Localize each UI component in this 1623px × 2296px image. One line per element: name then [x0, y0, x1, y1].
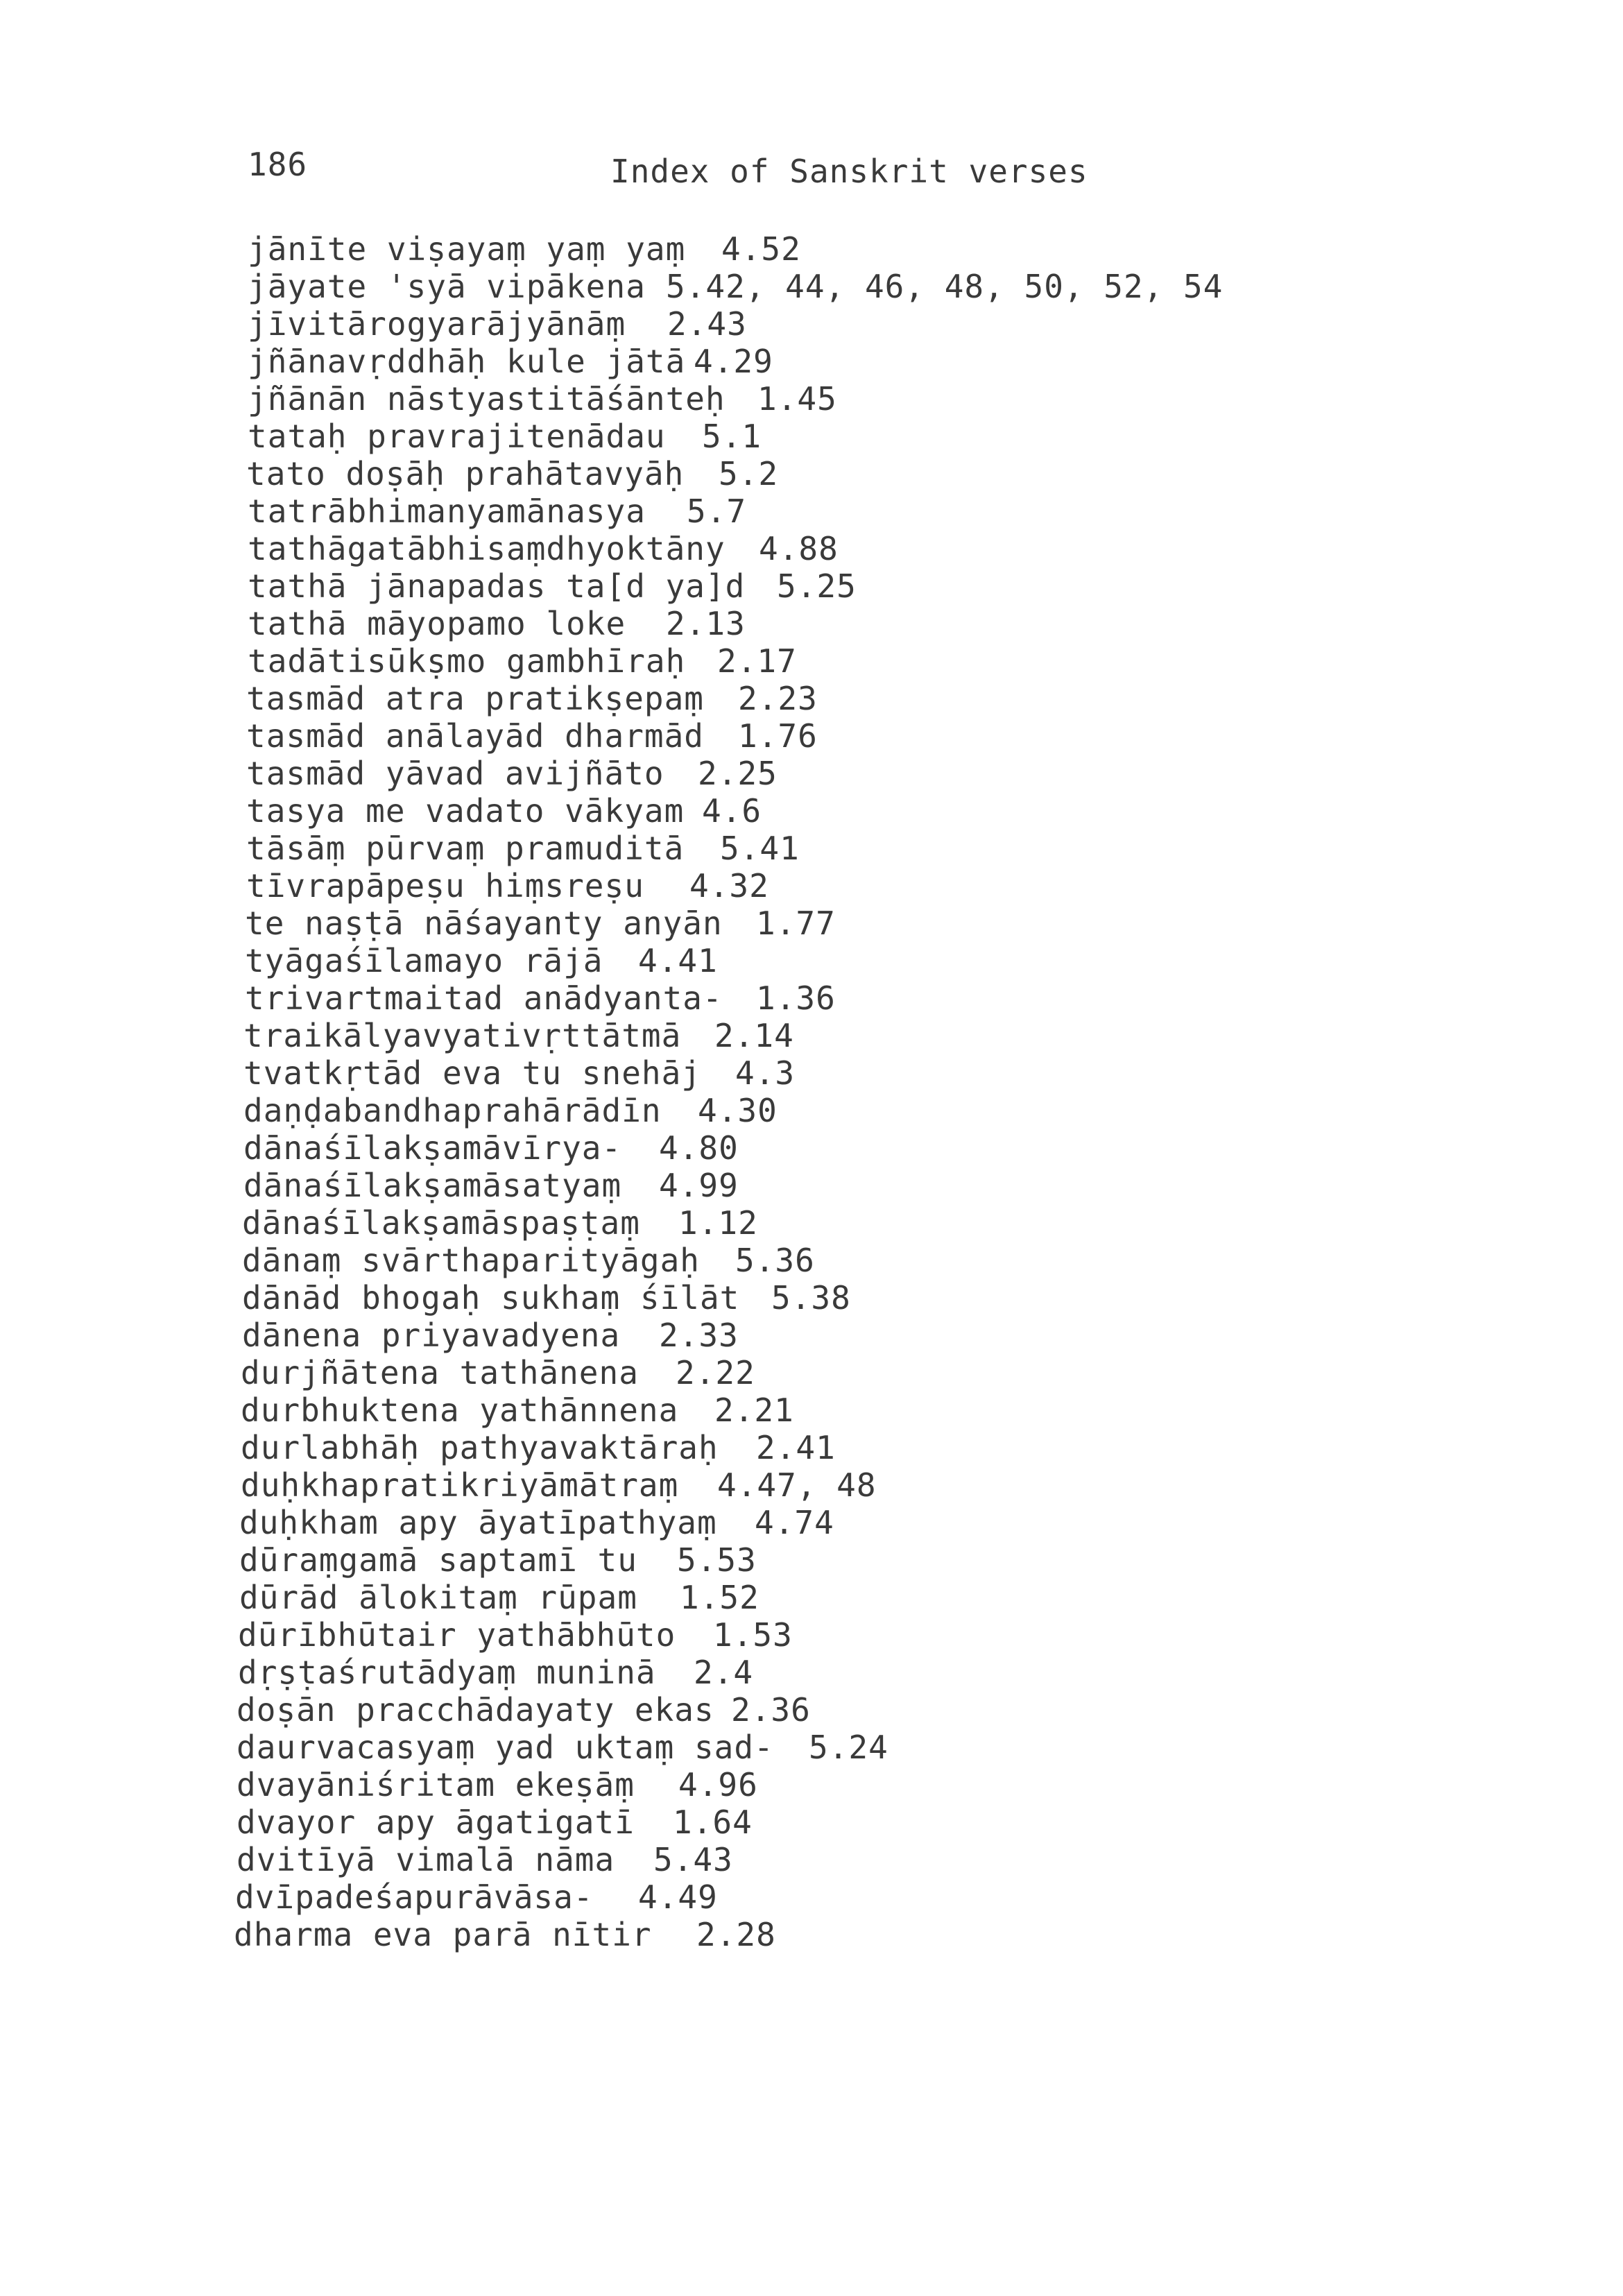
- index-entry: [248, 530, 725, 567]
- index-entry: [248, 642, 686, 680]
- verse-text: dharma eva parā nītir: [234, 1916, 652, 1953]
- index-entry: [246, 867, 644, 905]
- verse-reference: 2.21: [714, 1391, 794, 1429]
- verse-text: jīvitārogyarājyānāṃ: [248, 305, 626, 343]
- verse-reference: 5.43: [653, 1841, 733, 1878]
- index-entry: [234, 1916, 652, 1953]
- verse-text: dānaṃ svārthaparityāgaḥ: [242, 1242, 700, 1279]
- index-entry: [248, 418, 666, 455]
- verse-text: dānena priyavadyena: [242, 1317, 621, 1354]
- verse-text: tīvrapāpeṣu hiṃsreṣu: [246, 867, 644, 905]
- verse-text: tathā māyopamo loke: [248, 605, 626, 642]
- verse-reference: 2.13: [666, 605, 746, 642]
- verse-reference: 4.52: [721, 230, 801, 268]
- index-entry: [238, 1616, 676, 1654]
- verse-text: durbhuktena yathānnena: [241, 1391, 679, 1429]
- verse-text: tasmād anālayād dharmād: [246, 717, 704, 755]
- verse-text: tyāgaśīlamayo rājā: [245, 942, 603, 979]
- index-entry: [248, 605, 626, 642]
- verse-text: daurvacasyaṃ yad uktaṃ sad-: [237, 1729, 774, 1766]
- verse-reference: 1.36: [756, 979, 836, 1017]
- verse-text: durlabhāḥ pathyavaktāraḥ: [241, 1429, 719, 1466]
- verse-reference: 4.47, 48: [717, 1466, 877, 1504]
- verse-text: duḥkhapratikriyāmātraṃ: [241, 1466, 679, 1504]
- verse-reference: 5.7: [687, 492, 747, 530]
- verse-text: dānaśīlakṣamāsatyaṃ: [243, 1167, 622, 1204]
- verse-reference: 2.43: [667, 305, 747, 343]
- verse-text: dānād bhogaḥ sukhaṃ śīlāt: [242, 1279, 740, 1317]
- verse-reference: 1.76: [738, 717, 818, 755]
- verse-text: tvatkṛtād eva tu snehāj: [243, 1054, 701, 1092]
- verse-text: dānaśīlakṣamāvīrya-: [243, 1129, 622, 1167]
- index-entry: [245, 905, 723, 942]
- verse-reference: 2.36: [731, 1691, 811, 1729]
- verse-reference: 1.53: [713, 1616, 793, 1654]
- verse-text: jāyate 'syā vipākena: [248, 268, 646, 305]
- verse-reference: 2.25: [698, 755, 778, 792]
- index-entry: [239, 1541, 637, 1579]
- index-entry: [246, 680, 704, 717]
- verse-reference: 4.96: [678, 1766, 758, 1804]
- index-entry: [246, 717, 704, 755]
- index-entry: [237, 1691, 714, 1729]
- index-entry: [243, 1017, 682, 1054]
- verse-reference: 4.74: [755, 1504, 834, 1541]
- verse-reference: 4.3: [735, 1054, 796, 1092]
- verse-reference: 2.17: [717, 642, 797, 680]
- verse-text: te naṣṭā nāśayanty anyān: [245, 905, 723, 942]
- index-entry: [242, 1242, 700, 1279]
- verse-text: dvayor apy āgatigatī: [237, 1804, 635, 1841]
- index-entry: [237, 1729, 774, 1766]
- page-number: 186: [248, 146, 308, 183]
- verse-text: dūraṃgamā saptamī tu: [239, 1541, 637, 1579]
- verse-text: tatrābhimanyamānasya: [248, 492, 646, 530]
- verse-text: trivartmaitad anādyanta-: [245, 979, 723, 1017]
- verse-reference: 2.22: [676, 1354, 755, 1391]
- verse-text: dṛṣṭaśrutādyaṃ muninā: [238, 1654, 656, 1691]
- index-entry: [237, 1804, 635, 1841]
- verse-text: tathā jānapadas ta[d ya]d: [248, 567, 746, 605]
- verse-reference: 5.1: [702, 418, 762, 455]
- index-entry: [246, 792, 685, 830]
- verse-reference: 4.88: [759, 530, 839, 567]
- verse-reference: 2.4: [694, 1654, 754, 1691]
- verse-reference: 1.45: [757, 380, 837, 418]
- verse-text: tathāgatābhisaṃdhyoktāny: [248, 530, 725, 567]
- verse-reference: 1.52: [680, 1579, 759, 1616]
- verse-text: tasya me vadato vākyam: [246, 792, 685, 830]
- index-entry: [243, 1092, 662, 1129]
- verse-text: tadātisūkṣmo gambhīraḥ: [248, 642, 686, 680]
- index-entry: [239, 1579, 637, 1616]
- index-entry: [246, 455, 685, 492]
- verse-reference: 5.53: [677, 1541, 757, 1579]
- verse-reference: 4.29: [694, 343, 773, 380]
- verse-text: tasmād yāvad avijñāto: [246, 755, 664, 792]
- index-entry: [246, 755, 664, 792]
- verse-reference: 5.2: [719, 455, 779, 492]
- verse-text: dānaśīlakṣamāspaṣṭaṃ: [242, 1204, 640, 1242]
- index-entry: [243, 1054, 701, 1092]
- verse-reference: 2.41: [756, 1429, 836, 1466]
- index-entry: [242, 1279, 740, 1317]
- index-entry: [245, 979, 723, 1017]
- verse-reference: 1.64: [673, 1804, 753, 1841]
- verse-reference: 2.14: [714, 1017, 794, 1054]
- index-entry: [248, 492, 646, 530]
- index-entry: [241, 1391, 679, 1429]
- index-entry: [241, 1354, 639, 1391]
- index-entry: [243, 1167, 622, 1204]
- verse-text: tāsāṃ pūrvaṃ pramuditā: [246, 830, 685, 867]
- verse-reference: 4.41: [638, 942, 718, 979]
- verse-text: durjñātena tathānena: [241, 1354, 639, 1391]
- verse-text: daṇḍabandhaprahārādīn: [243, 1092, 662, 1129]
- verse-reference: 5.36: [735, 1242, 815, 1279]
- index-entry: [248, 380, 725, 418]
- verse-text: traikālyavyativṛttātmā: [243, 1017, 682, 1054]
- index-entry: [241, 1429, 719, 1466]
- running-title: Index of Sanskrit verses: [610, 153, 1088, 190]
- verse-text: tato doṣāḥ prahātavyāḥ: [246, 455, 685, 492]
- verse-reference: 4.80: [659, 1129, 739, 1167]
- index-entry: [242, 1317, 621, 1354]
- index-entry: [243, 1129, 622, 1167]
- index-entry: [246, 830, 685, 867]
- verse-text: doṣān pracchādayaty ekas: [237, 1691, 714, 1729]
- verse-reference: 1.77: [756, 905, 836, 942]
- verse-reference: 5.42, 44, 46, 48, 50, 52, 54: [666, 268, 1223, 305]
- index-entry: [248, 305, 626, 343]
- index-entry: [248, 567, 746, 605]
- verse-text: jñānavṛddhāḥ kule jātā: [248, 343, 686, 380]
- verse-text: tasmād atra pratikṣepaṃ: [246, 680, 704, 717]
- verse-text: jānīte viṣayaṃ yaṃ yaṃ: [248, 230, 686, 268]
- verse-text: dūrād ālokitaṃ rūpam: [239, 1579, 637, 1616]
- verse-reference: 2.28: [696, 1916, 776, 1953]
- verse-text: duḥkham apy āyatīpathyaṃ: [239, 1504, 717, 1541]
- index-entry: [237, 1841, 615, 1878]
- verse-reference: 2.33: [659, 1317, 739, 1354]
- verse-text: dūrībhūtair yathābhūto: [238, 1616, 676, 1654]
- index-entry: [235, 1878, 594, 1916]
- verse-reference: 1.12: [678, 1204, 758, 1242]
- verse-reference: 4.30: [698, 1092, 778, 1129]
- index-entry: [248, 343, 686, 380]
- index-entry: [248, 268, 646, 305]
- index-entry: [248, 230, 686, 268]
- verse-reference: 5.41: [720, 830, 800, 867]
- verse-reference: 5.38: [771, 1279, 851, 1317]
- verse-text: tataḥ pravrajitenādau: [248, 418, 666, 455]
- verse-reference: 5.25: [777, 567, 857, 605]
- verse-text: jñānān nāstyastitāśānteḥ: [248, 380, 725, 418]
- index-entry: [245, 942, 603, 979]
- index-entry: [242, 1204, 640, 1242]
- verse-reference: 4.49: [638, 1878, 718, 1916]
- verse-reference: 4.99: [659, 1167, 739, 1204]
- verse-reference: 5.24: [809, 1729, 888, 1766]
- verse-text: dvayāniśritam ekeṣāṃ: [237, 1766, 635, 1804]
- verse-text: dvitīyā vimalā nāma: [237, 1841, 615, 1878]
- verse-reference: 4.6: [702, 792, 762, 830]
- verse-reference: 4.32: [689, 867, 769, 905]
- verse-text: dvīpadeśapurāvāsa-: [235, 1878, 594, 1916]
- index-entry: [237, 1766, 635, 1804]
- verse-reference: 2.23: [738, 680, 818, 717]
- index-entry: [238, 1654, 656, 1691]
- index-entry: [241, 1466, 679, 1504]
- index-entry: [239, 1504, 717, 1541]
